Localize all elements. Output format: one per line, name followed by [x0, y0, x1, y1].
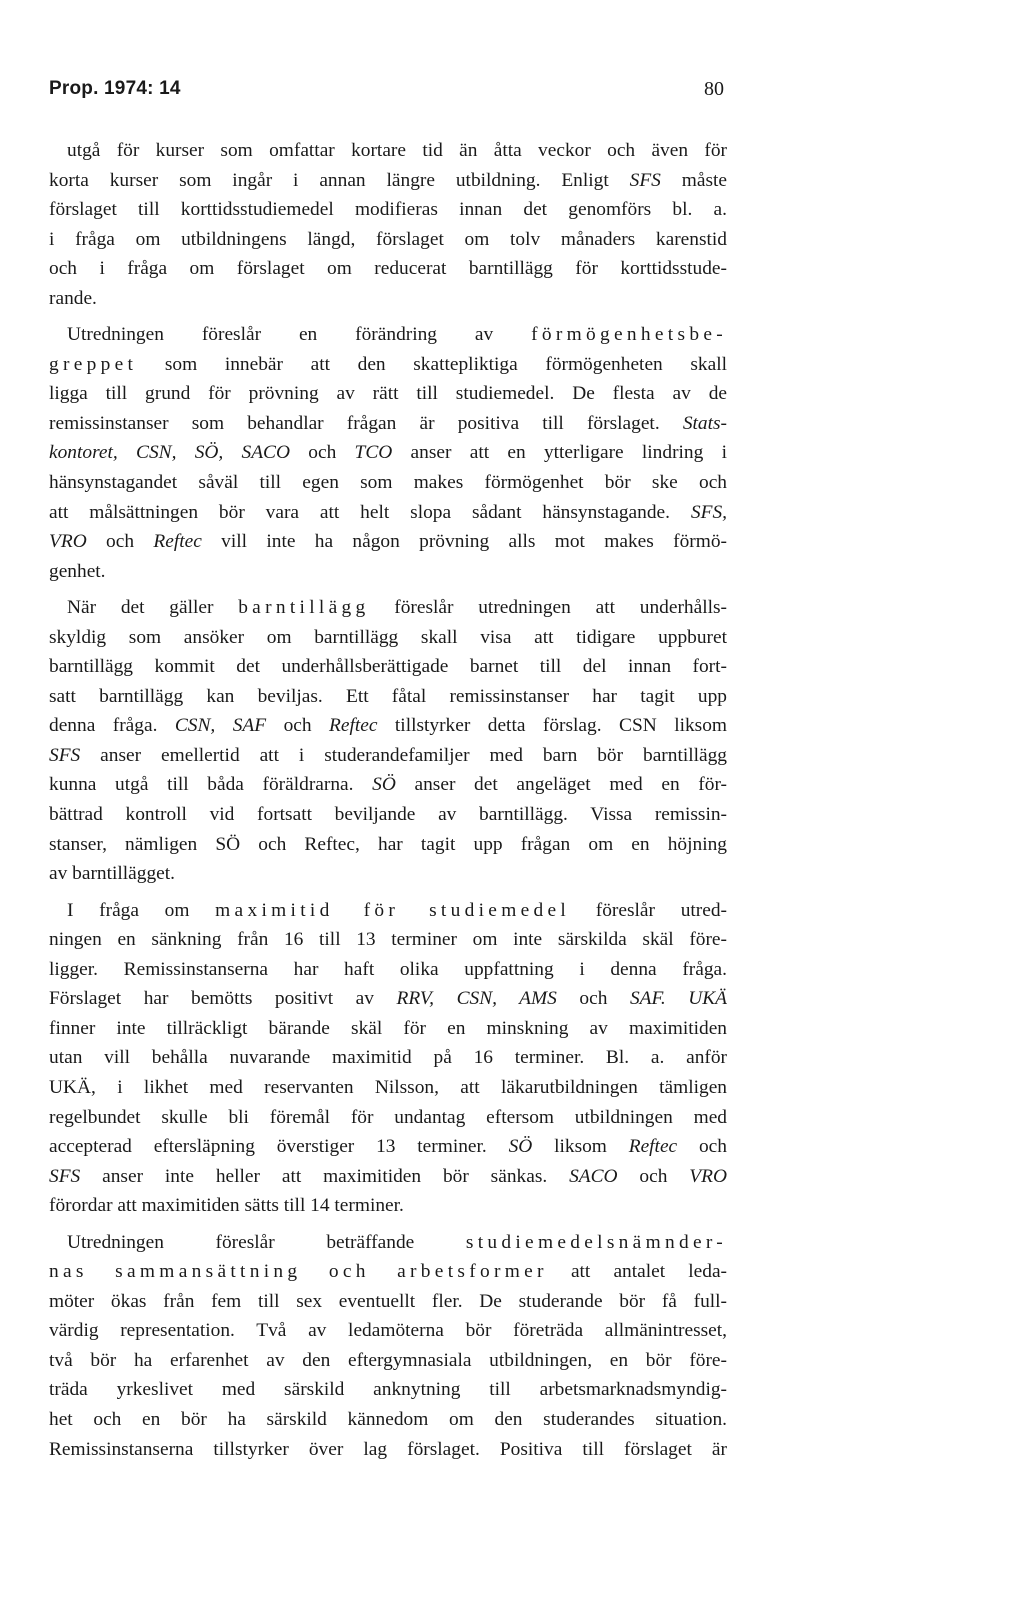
text-run: värdig representation. Två av ledamöterna bör företräda allmänintresset,	[49, 1320, 727, 1342]
spaced-emphasis: studiemedelsnämnder-	[465, 1231, 727, 1253]
text-run: remissinstanser som behandlar frågan är positiva till förslaget.	[49, 412, 683, 434]
text-line	[49, 896, 727, 926]
text-run: föreslår utred-	[570, 899, 727, 921]
text-run: i fråga om utbildningens längd, förslaget om tolv månaders karenstid	[49, 228, 727, 250]
text-run: anser det angeläget med en för-	[395, 774, 727, 796]
text-line	[49, 984, 727, 1014]
text-run: föreslår utredningen att underhålls-	[369, 597, 727, 619]
italic-run: SFS	[49, 1165, 81, 1187]
text-run: och i fråga om förslaget om reducerat barntillägg för korttidsstude-	[49, 258, 727, 280]
body-text	[49, 136, 727, 1464]
text-run: het och en bör ha särskild kännedom om den studerandes situation.	[49, 1408, 727, 1430]
text-run: ligger. Remissinstanserna har haft olika uppfattning i denna fråga.	[49, 958, 727, 980]
italic-run: Reftec	[329, 715, 378, 737]
text-run: Utredningen föreslår en förändring av	[67, 324, 532, 346]
paragraph	[49, 320, 727, 586]
paragraph	[49, 896, 727, 1221]
text-line	[49, 1132, 727, 1162]
text-run: och	[556, 988, 630, 1010]
text-line	[49, 1405, 727, 1435]
text-run: liksom	[532, 1136, 629, 1158]
text-line	[49, 1375, 727, 1405]
text-line	[49, 1043, 727, 1073]
text-run: måste	[660, 169, 727, 191]
text-line	[49, 284, 727, 314]
paragraph-gap	[49, 586, 727, 593]
text-line	[49, 498, 727, 528]
text-line	[49, 320, 727, 350]
italic-run: SÖ	[372, 774, 396, 796]
text-run: accepterad eftersläpning överstiger 13 terminer.	[49, 1136, 509, 1158]
text-run: två bör ha erfarenhet av den eftergymnasiala utbildningen, en bör före-	[49, 1349, 727, 1371]
text-line	[49, 1287, 727, 1317]
text-run: finner inte tillräckligt bärande skäl för en minskning av maximitiden	[49, 1017, 727, 1039]
spaced-emphasis: maximitid för studiemedel	[215, 899, 571, 921]
text-run: denna fråga.	[49, 715, 175, 737]
text-run: ligga till grund för prövning av rätt till studiemedel. De flesta av de	[49, 383, 727, 405]
text-line	[49, 1162, 727, 1192]
text-run: genhet.	[49, 560, 106, 582]
text-line	[49, 195, 727, 225]
text-line	[49, 800, 727, 830]
italic-run: Reftec	[153, 531, 202, 553]
text-run: av barntillägget.	[49, 863, 175, 885]
document-reference: Prop. 1974: 14	[49, 78, 181, 99]
paragraph-gap	[49, 889, 727, 896]
italic-run: CSN, SAF	[174, 715, 267, 737]
text-line	[49, 741, 727, 771]
text-run: bättrad kontroll vid fortsatt beviljande av barntillägg. Vissa remissin-	[49, 804, 727, 826]
text-line	[49, 925, 727, 955]
text-run: och	[86, 531, 154, 553]
text-run: tillstyrker detta förslag. CSN liksom	[377, 715, 727, 737]
spaced-emphasis: nas sammansättning och arbetsformer	[49, 1261, 548, 1283]
text-line	[49, 1257, 727, 1287]
text-line	[49, 254, 727, 284]
text-run: kunna utgå till båda föräldrarna.	[49, 774, 373, 796]
text-run: förslaget till korttidsstudiemedel modifieras innan det genomförs bl. a.	[49, 199, 727, 221]
paragraph	[49, 136, 727, 313]
text-line	[49, 136, 727, 166]
text-line	[49, 859, 727, 889]
text-run: När det gäller	[67, 597, 239, 619]
text-line	[49, 1228, 727, 1258]
page-number: 80	[704, 78, 724, 100]
text-run: och	[677, 1136, 727, 1158]
text-run: UKÄ, i likhet med reservanten Nilsson, att läkarutbildningen tämligen	[49, 1076, 727, 1098]
italic-run: VRO	[689, 1165, 727, 1187]
italic-run: SFS,	[690, 501, 727, 523]
paragraph-gap	[49, 313, 727, 320]
text-run: möter ökas från fem till sex eventuellt fler. De studerande bör få full-	[49, 1290, 727, 1312]
text-line	[49, 557, 727, 587]
text-line	[49, 711, 727, 741]
text-run: och	[266, 715, 330, 737]
text-run: I fråga om	[67, 899, 216, 921]
page-header	[49, 78, 724, 104]
text-run: Förslaget har bemötts positivt av	[49, 988, 397, 1010]
text-run: och	[617, 1165, 690, 1187]
italic-run: Reftec	[628, 1136, 678, 1158]
text-run: och	[290, 442, 355, 464]
text-line	[49, 225, 727, 255]
text-run: satt barntillägg kan beviljas. Ett fåtal remissinstanser har tagit upp	[49, 685, 727, 707]
text-line	[49, 682, 727, 712]
italic-run: SFS	[49, 744, 81, 766]
text-run: korta kurser som ingår i annan längre utbildning. Enligt	[49, 169, 630, 191]
text-run: utgå för kurser som omfattar kortare tid än åtta veckor och även för	[67, 140, 727, 161]
italic-run: TCO	[354, 442, 393, 464]
text-run: anser inte heller att maximitiden bör sänkas.	[80, 1165, 570, 1187]
text-line	[49, 409, 727, 439]
text-line	[49, 1014, 727, 1044]
italic-run: VRO	[49, 531, 87, 553]
text-run: att målsättningen bör vara att helt slopa sådant hänsynstagande.	[49, 501, 691, 523]
text-line	[49, 1073, 727, 1103]
text-run: att antalet leda-	[547, 1261, 728, 1283]
text-line	[49, 1346, 727, 1376]
text-run: regelbundet skulle bli föremål för undantag eftersom utbildningen med	[49, 1106, 727, 1128]
text-line	[49, 593, 727, 623]
spaced-emphasis: förmögenhetsbe-	[531, 324, 727, 346]
italic-run: SAF. UKÄ	[629, 988, 727, 1010]
text-line	[49, 955, 727, 985]
text-line	[49, 652, 727, 682]
italic-run: SÖ	[508, 1136, 533, 1158]
text-run: som innebär att den skattepliktiga förmögenheten skall	[137, 353, 727, 375]
paragraph	[49, 593, 727, 888]
text-run: Remissinstanserna tillstyrker över lag förslaget. Positiva till förslaget är	[49, 1438, 727, 1460]
paragraph-gap	[49, 1221, 727, 1228]
text-run: vill inte ha någon prövning alls mot makes förmö-	[201, 531, 727, 553]
italic-run: SACO	[569, 1165, 618, 1187]
spaced-emphasis: greppet	[49, 353, 138, 375]
text-run: utan vill behålla nuvarande maximitid på 16 terminer. Bl. a. anför	[49, 1047, 727, 1069]
text-run: Utredningen föreslår beträffande	[67, 1231, 466, 1253]
italic-run: Stats-	[682, 412, 727, 434]
text-run: hänsynstagandet såväl till egen som makes förmögenhet bör ske och	[49, 472, 727, 494]
text-line	[49, 1435, 727, 1465]
text-run: stanser, nämligen SÖ och Reftec, har tagit upp frågan om en höjning	[49, 833, 727, 855]
text-run: barntillägg kommit det underhållsberättigade barnet till del innan fort-	[49, 656, 727, 678]
text-line	[49, 1316, 727, 1346]
italic-run: RRV, CSN, AMS	[396, 988, 557, 1010]
text-line	[49, 1191, 727, 1221]
text-run: anser emellertid att i studerandefamiljer med barn bör barntillägg	[80, 744, 727, 766]
text-run: skyldig som ansöker om barntillägg skall visa att tidigare uppburet	[49, 626, 727, 648]
text-line	[49, 527, 727, 557]
text-line	[49, 830, 727, 860]
text-line	[49, 350, 727, 380]
text-line	[49, 623, 727, 653]
text-line	[49, 468, 727, 498]
text-run: förordar att maximitiden sätts till 14 terminer.	[49, 1195, 404, 1217]
text-line	[49, 1103, 727, 1133]
text-run: träda yrkeslivet med särskild anknytning till arbetsmarknadsmyndig-	[49, 1379, 727, 1401]
spaced-emphasis: barntillägg	[238, 597, 370, 619]
paragraph	[49, 1228, 727, 1464]
text-line	[49, 438, 727, 468]
text-line	[49, 166, 727, 196]
text-run: ningen en sänkning från 16 till 13 terminer om inte särskilda skäl före-	[49, 929, 727, 951]
text-run: rande.	[49, 287, 97, 309]
text-run: anser att en ytterligare lindring i	[392, 442, 727, 464]
italic-run: kontoret, CSN, SÖ, SACO	[49, 442, 290, 464]
italic-run: SFS	[629, 169, 661, 191]
text-line	[49, 770, 727, 800]
text-line	[49, 379, 727, 409]
